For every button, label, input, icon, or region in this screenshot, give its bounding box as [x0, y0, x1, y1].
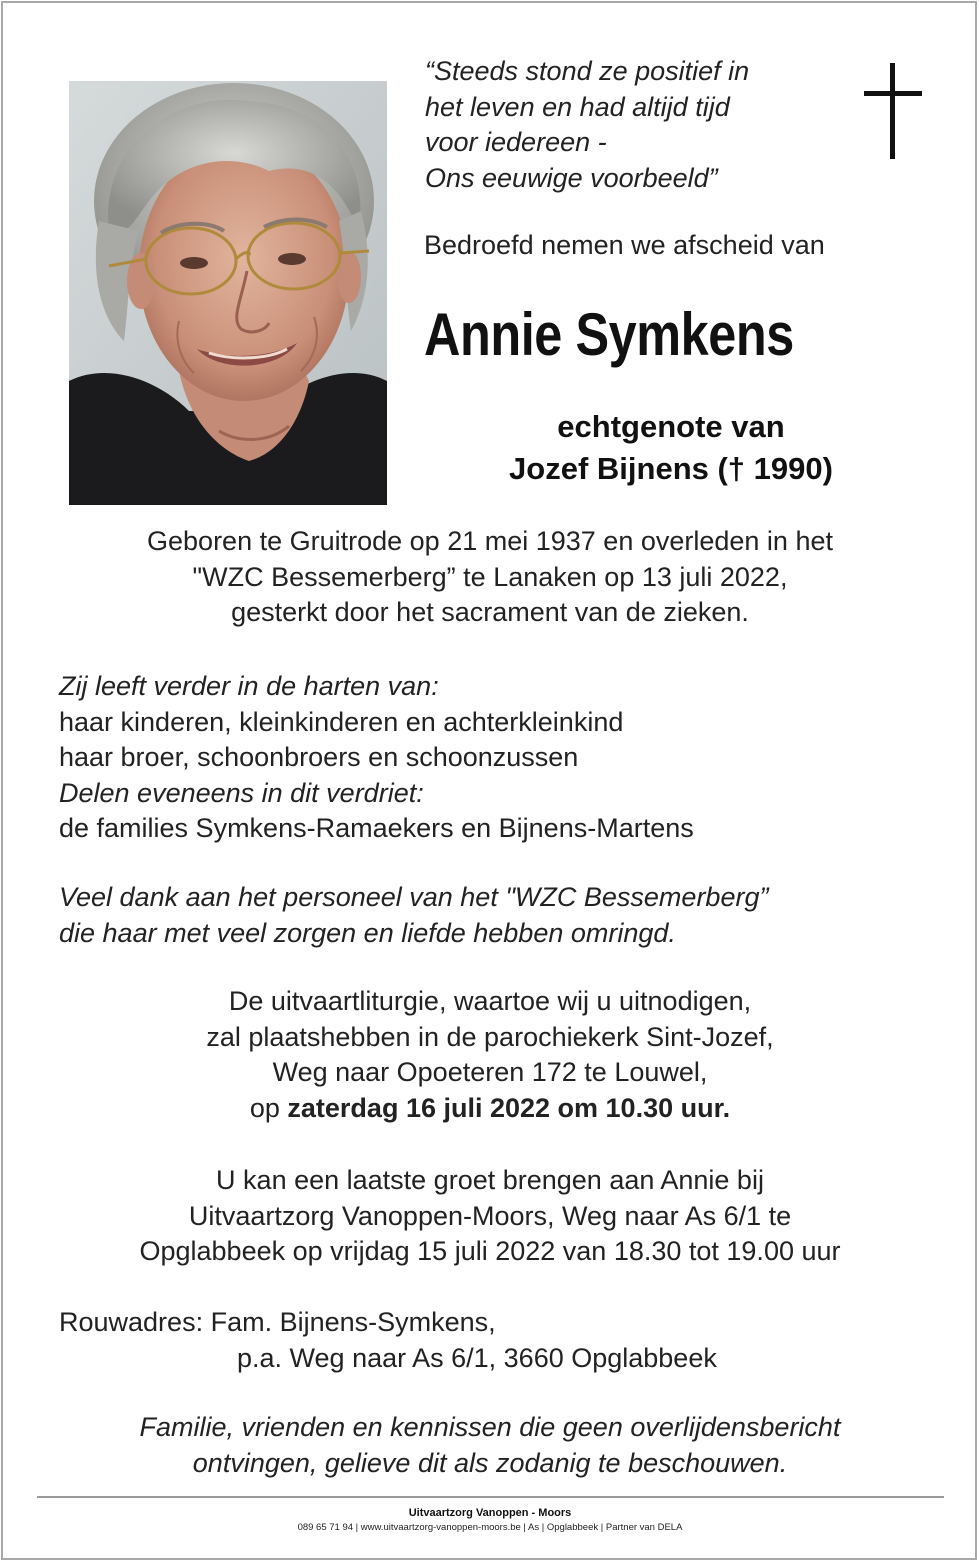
service-line: De uitvaartliturgie, waartoe wij u uitnodigen,: [228, 986, 752, 1016]
thanks-line: die haar met veel zorgen en liefde hebben omringd.: [59, 917, 676, 948]
quote-line: voor iedereen -: [425, 127, 607, 157]
family-heading: Delen eveneens in dit verdriet:: [59, 777, 424, 808]
footer-location: As | Opglabbeek: [528, 1522, 599, 1533]
thanks-section: [59, 880, 939, 951]
spouse-name: Jozef Bijnens († 1990): [509, 451, 833, 486]
footer-divider: [37, 1496, 944, 1498]
notice-line: Familie, vrienden en kennissen die geen overlijdensbericht: [139, 1412, 841, 1442]
spouse-line: echtgenote van: [557, 409, 785, 444]
address-line: p.a. Weg naar As 6/1, 3660 Opglabbeek: [237, 1342, 717, 1373]
thanks-line: Veel dank aan het personeel van het "WZC Bessemerberg”: [59, 882, 769, 912]
footer-phone: 089 65 71 94: [297, 1522, 354, 1533]
service-date-prefix: op: [249, 1092, 288, 1123]
memorial-quote: [425, 54, 845, 196]
funeral-service: [40, 984, 940, 1126]
service-date: [40, 1091, 940, 1127]
birth-line: "WZC Bessemerberg” te Lanaken op 13 juli 2022,: [192, 561, 788, 592]
last-greeting: [40, 1163, 940, 1270]
service-date-bold: zaterdag 16 juli 2022 om 10.30 uur.: [287, 1092, 731, 1123]
intro-text: Bedroefd nemen we afscheid van: [424, 230, 825, 260]
birth-death-info: [40, 524, 940, 631]
service-line: zal plaatshebben in de parochiekerk Sint-Jozef,: [206, 1021, 774, 1052]
family-line: de families Symkens-Ramaekers en Bijnens-Martens: [59, 813, 694, 843]
quote-line: “Steeds stond ze positief in: [425, 56, 750, 86]
family-line: haar broer, schoonbroers en schoonzussen: [59, 742, 579, 772]
family-line: haar kinderen, kleinkinderen en achterkleinkind: [59, 706, 624, 737]
portrait-photo: [69, 81, 387, 505]
spouse-info: [420, 406, 922, 490]
birth-line: Geboren te Gruitrode op 21 mei 1937 en overleden in het: [147, 526, 833, 556]
address-line: Rouwadres: Fam. Bijnens-Symkens,: [59, 1307, 496, 1337]
mourning-address: [59, 1305, 939, 1376]
quote-line: het leven en had altijd tijd: [425, 91, 730, 122]
service-line: Weg naar Opoeteren 172 te Louwel,: [272, 1057, 708, 1087]
cross-icon: [864, 63, 922, 159]
deceased-name: Annie Symkens: [424, 301, 794, 368]
greet-line: U kan een laatste groet brengen aan Annie bij: [216, 1165, 764, 1195]
notice-line: ontvingen, gelieve dit als zodanig te beschouwen.: [192, 1447, 788, 1478]
footer-title: Uitvaartzorg Vanoppen - Moors: [408, 1507, 572, 1519]
footer-website[interactable]: www.uitvaartzorg-vanoppen-moors.be: [360, 1522, 521, 1533]
birth-line: gesterkt door het sacrament van de zieken.: [231, 597, 749, 627]
greet-line: Uitvaartzorg Vanoppen-Moors, Weg naar As 6/1 te: [188, 1200, 792, 1231]
family-section: [59, 669, 939, 847]
footer-partner: Partner van DELA: [605, 1522, 683, 1533]
notice-section: [40, 1410, 940, 1481]
greet-line: Opglabbeek op vrijdag 15 juli 2022 van 18.30 tot 19.00 uur: [139, 1236, 841, 1266]
family-heading: Zij leeft verder in de harten van:: [59, 671, 439, 701]
footer-contact: 089 65 71 94 | www.uitvaartzorg-vanoppen-moors.be | As | Opglabbeek | Partner van DELA: [297, 1522, 683, 1533]
quote-line: Ons eeuwige voorbeeld”: [425, 162, 718, 193]
